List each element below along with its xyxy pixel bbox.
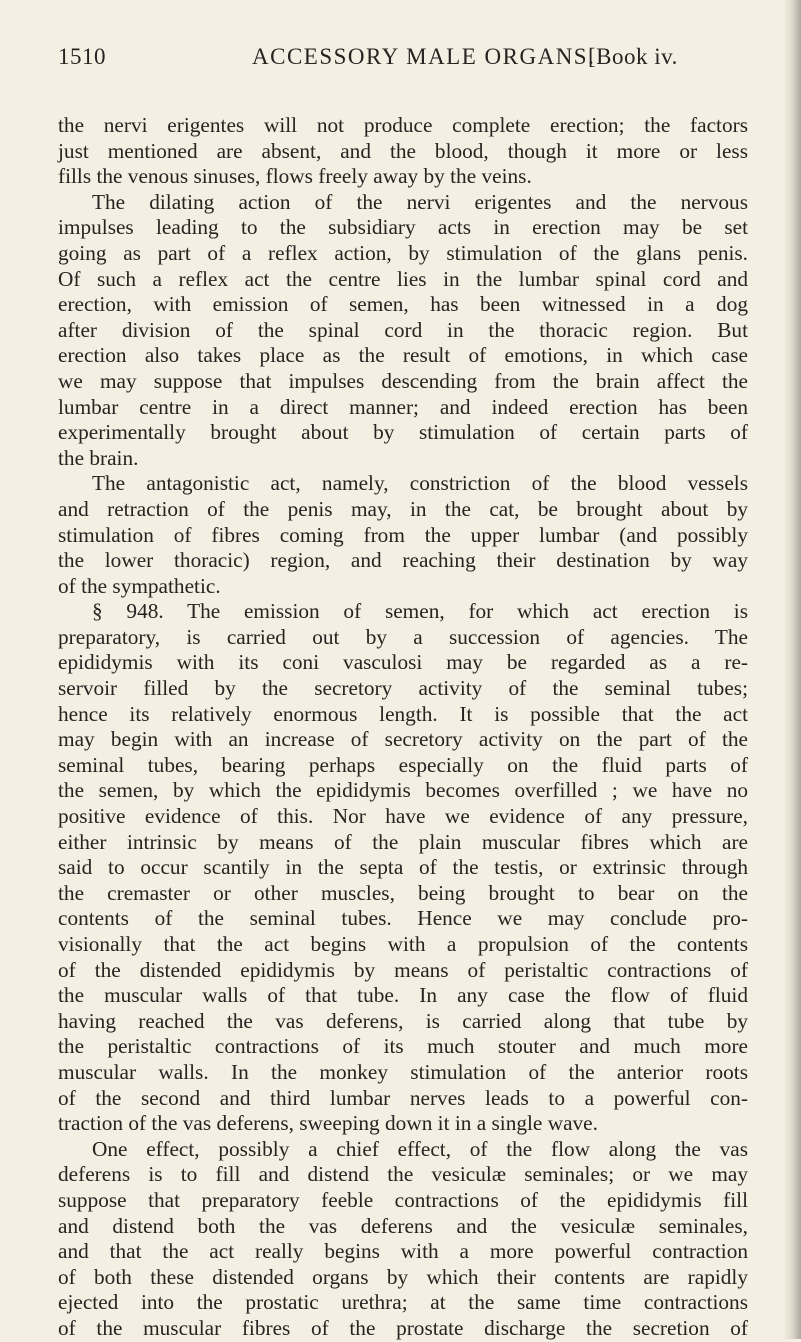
text-line: suppose that preparatory feeble contractions of the epididymis fill — [58, 1187, 748, 1212]
text-line: impulses leading to the subsidiary acts in erection may be set — [58, 215, 748, 240]
body-text — [58, 113, 748, 1342]
text-line: may begin with an increase of secretory activity on the part of the — [58, 727, 748, 752]
text-line: having reached the vas deferens, is carried along that tube by — [58, 1008, 748, 1033]
text-line: experimentally brought about by stimulation of certain parts of — [58, 420, 748, 445]
text-line: the brain. — [58, 445, 139, 470]
text-line: ejected into the prostatic urethra; at the same time contractions — [58, 1290, 748, 1315]
text-line: erection, with emission of semen, has been witnessed in a dog — [58, 292, 748, 317]
text-line: muscular walls. In the monkey stimulation of the anterior roots — [58, 1059, 748, 1084]
text-line: just mentioned are absent, and the blood, though it more or less — [58, 138, 748, 163]
text-line: servoir filled by the secretory activity of the seminal tubes; — [58, 676, 748, 701]
text-line: erection also takes place as the result of emotions, in which case — [58, 343, 748, 368]
text-line: the muscular walls of that tube. In any case the flow of fluid — [58, 983, 748, 1008]
text-line: and retraction of the penis may, in the cat, be brought about by — [58, 496, 748, 521]
text-line: contents of the seminal tubes. Hence we may conclude pro- — [58, 906, 748, 931]
page-number: 1510 — [58, 44, 106, 69]
text-line: going as part of a reflex action, by stimulation of the glans penis. — [58, 240, 748, 265]
text-line: visionally that the act begins with a propulsion of the contents — [58, 932, 748, 956]
section-start-line: § 948. The emission of semen, for which act erection is — [92, 599, 748, 624]
text-line: of the second and third lumbar nerves leads to a powerful con- — [58, 1085, 748, 1110]
text-line: the cremaster or other muscles, being brought to bear on the — [58, 880, 748, 905]
text-line: lumbar centre in a direct manner; and indeed erection has been — [58, 394, 748, 419]
text-line: of the distended epididymis by means of peristaltic contractions of — [58, 957, 748, 982]
book-label: [Book iv. — [588, 44, 678, 69]
text-line: the peristaltic contractions of its much stouter and much more — [58, 1034, 748, 1059]
text-line: positive evidence of this. Nor have we evidence of any pressure, — [58, 804, 748, 829]
text-line: the lower thoracic) region, and reaching their destination by way — [58, 548, 748, 573]
text-line: epididymis with its coni vasculosi may be regarded as a re- — [58, 650, 748, 675]
text-line: of both these distended organs by which their contents are rapidly — [58, 1264, 748, 1289]
running-title: ACCESSORY MALE ORGANS. — [252, 44, 596, 69]
text-line: and that the act really begins with a more powerful contraction — [58, 1239, 748, 1264]
text-line: of the sympathetic. — [58, 573, 221, 598]
text-line: traction of the vas deferens, sweeping down it in a single wave. — [58, 1111, 598, 1136]
text-line: we may suppose that impulses descending from the brain affect the — [58, 368, 748, 393]
text-line: deferens is to fill and distend the vesiculæ seminales; or we may — [58, 1162, 748, 1187]
text-line: either intrinsic by means of the plain muscular fibres which are — [58, 829, 748, 854]
text-line: hence its relatively enormous length. It is possible that the act — [58, 701, 748, 726]
text-line: The dilating action of the nervi erigentes and the nervous — [92, 189, 748, 214]
text-line: Of such a reflex act the centre lies in the lumbar spinal cord and — [58, 266, 748, 291]
text-line: The antagonistic act, namely, constriction of the blood vessels — [92, 471, 748, 496]
text-line: and distend both the vas deferens and the vesiculæ seminales, — [58, 1213, 748, 1238]
text-line: the nervi erigentes will not produce complete erection; the factors — [58, 113, 748, 137]
text-line: of the muscular fibres of the prostate discharge the secretion of — [58, 1315, 748, 1340]
page-edge-shadow — [783, 0, 801, 1339]
text-line: preparatory, is carried out by a succession of agencies. The — [58, 624, 748, 649]
page-header — [58, 44, 748, 84]
text-line: the semen, by which the epididymis becomes overfilled ; we have no — [58, 778, 748, 803]
text-line: said to occur scantily in the septa of the testis, or extrinsic through — [58, 855, 748, 880]
text-line: after division of the spinal cord in the thoracic region. But — [58, 317, 748, 342]
text-line: stimulation of fibres coming from the upper lumbar (and possibly — [58, 522, 748, 547]
text-line: One effect, possibly a chief effect, of the flow along the vas — [92, 1136, 748, 1161]
text-line: seminal tubes, bearing perhaps especially on the fluid parts of — [58, 752, 748, 777]
text-line: fills the venous sinuses, flows freely away by the veins. — [58, 164, 532, 189]
